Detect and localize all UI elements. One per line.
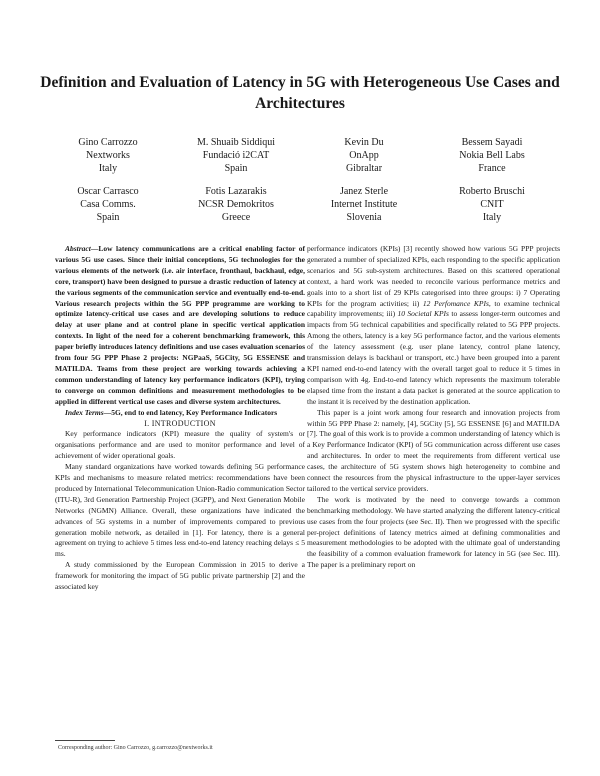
text-run: performance indicators (KPIs) [3] recently showed how various 5G PPP projects generated a number of specialized KPIs, each responding to the specific application scenarios and 5G sub-system architectures. Based on this scattered operational context, a hard work was needed to reconcile various performance metrics and goals into to a short list of 29 KPIs categorised into three groups: i) 7 Operating KPIs for the program activities; ii) bbox=[307, 244, 560, 308]
footnote-divider bbox=[55, 740, 115, 741]
left-column bbox=[55, 244, 305, 593]
author-org: Fundació i2CAT bbox=[202, 149, 270, 161]
author-org: Internet Institute bbox=[330, 199, 398, 211]
abstract-text: —Low latency communications are a critical enabling factor of various 5G use cases. Since their initial conceptions, 5G technologies for the various elements of the network (i.e. air interface, fronthaul, backhaul, edge, core, transport) have been designed to pursue a drastic reduction of latency at the various segments of the communication service and eventually end-to-end. Various research projects within the 5G PPP programme are working to optimize latency-critical use cases and are developing solutions to reduce delay at user plane and at control plane in specific vertical application contexts. In light of the need for a coherent benchmarking framework, this paper briefly introduces latency definitions and use cases evaluation scenarios from four 5G PPP Phase 2 projects: NGPaaS, 5GCity, 5G ESSENSE and MATILDA. Teams from these project are working towards achieving a common understanding of latency key performance indicators (KPI), trying to converge on common definitions and measurement methodologies to be applied in different vertical use cases and diverse system architectures. bbox=[55, 244, 305, 406]
author-row-1 bbox=[44, 137, 556, 175]
author-org: OnApp bbox=[349, 149, 379, 161]
right-column bbox=[307, 244, 560, 571]
author-lazarakis bbox=[172, 186, 300, 224]
section-heading-introduction: I. INTRODUCTION bbox=[144, 418, 216, 428]
abstract-label: Abstract bbox=[65, 244, 91, 253]
author-carrozzo bbox=[44, 137, 172, 175]
text-run: to assess longer-term outcomes and impacts from 5G technical capabilities and specifically related to 5G PPP projects. Among the others, latency is a key 5G performance factor, and the various elements of the latency assessment (e.g. user plane latency, control plane latency, transmission delays is backhaul or transport, etc.) have been grouped into a parent KPI named end-to-end latency with the overall target goal to reduce it 5 times in comparison with 4g. End-to-end latency which represents the maximum tolerable elapsed time from the instant a data packet is generated at the source application to the instant it is received by the destination application. bbox=[307, 309, 560, 406]
author-du bbox=[300, 137, 428, 175]
author-country: Italy bbox=[482, 211, 502, 223]
index-terms-label: Index Terms bbox=[65, 407, 104, 417]
emphasis-text: 12 Perfomance KPIs bbox=[422, 298, 489, 308]
body-paragraph: A study commissioned by the European Commission in 2015 to derive a framework for monitoring the impact of 5G public private partnership [2] and the associated key bbox=[55, 560, 305, 592]
author-sterle bbox=[300, 186, 428, 224]
author-bruschi bbox=[428, 186, 556, 224]
author-row-2 bbox=[44, 186, 556, 224]
author-country: Greece bbox=[221, 211, 251, 223]
author-org: NCSR Demokritos bbox=[198, 199, 274, 211]
author-name: Oscar Carrasco bbox=[77, 186, 139, 198]
author-country: Spain bbox=[224, 162, 248, 174]
body-paragraph: This paper is a joint work among four research and innovation projects from within 5G PPP Phase 2: namely, [4], 5GCity [5], 5G ESSENSE [6] and MATILDA [7]. The goal of this work is to provide a common understanding of latency which is a Key Performance Indicator (KPI) of 5G communication across different use cases and architectures. In order to meet the requirements from different vertical use cases, the architecture of 5G system shows high heterogeneity to combine and connect the resources from the physical infrastructure to the upper-layer services tailored to the vertical service providers. bbox=[307, 407, 560, 493]
author-name: Roberto Bruschi bbox=[459, 186, 525, 198]
author-name: Kevin Du bbox=[344, 137, 384, 148]
author-siddiqui bbox=[172, 137, 300, 175]
abstract bbox=[55, 244, 305, 408]
author-country: Gibraltar bbox=[345, 162, 383, 174]
body-paragraph: Many standard organizations have worked towards defining 5G performance KPIs and mechanisms to measure related metrics: recommendations have been produced by International Telecommunication Union-Radio communication Sector (ITU-R), 3rd Generation Partnership Project (3GPP), and Next Generation Mobile Networks (NGMN) Alliance. Overall, these organizations have indicated the advances of 5G systems in a number of improvements compared to previous generation mobile network, as detailed in [1]. For latency, there is a general agreement on trying to achieve 5 times less end-to-end latency reaching delays ≤ 5 ms. bbox=[55, 462, 305, 559]
author-name: Fotis Lazarakis bbox=[205, 186, 267, 198]
author-name: Gino Carrozzo bbox=[78, 137, 138, 148]
author-carrasco bbox=[44, 186, 172, 224]
author-sayadi bbox=[428, 137, 556, 175]
text-run: , to examine technical capability improvements; iii) bbox=[307, 298, 560, 319]
author-org: Nextworks bbox=[86, 149, 130, 161]
emphasis-text: 10 Societal KPIs bbox=[397, 309, 449, 319]
author-org: Nokia Bell Labs bbox=[459, 149, 525, 161]
author-name: Bessem Sayadi bbox=[461, 137, 523, 148]
author-country: Spain bbox=[96, 211, 120, 223]
author-org: CNIT bbox=[480, 199, 504, 211]
author-country: France bbox=[478, 162, 506, 174]
author-name: Janez Sterle bbox=[339, 186, 389, 198]
body-paragraph bbox=[307, 244, 560, 408]
index-terms-text: —5G, end to end latency, Key Performance Indicators bbox=[103, 407, 278, 417]
body-paragraph: The work is motivated by the need to converge towards a common benchmarking methodology. We have started analyzing the different latency-critical use cases from the four projects (see Sec. II). Then we progressed with the specific per-project definitions of latency metrics aimed at defining commonalities and measurement methodologies to be adopted with the ultimate goal of understanding the feasibility of a common evaluation framework for latency in 5G (see Sec. III). The paper is a preliminary report on bbox=[307, 494, 560, 570]
author-org: Casa Comms. bbox=[80, 199, 136, 211]
index-terms bbox=[55, 408, 305, 419]
author-name: M. Shuaib Siddiqui bbox=[196, 137, 276, 148]
author-block bbox=[44, 137, 556, 225]
author-country: Slovenia bbox=[346, 211, 382, 223]
author-country: Italy bbox=[98, 162, 118, 174]
body-paragraph: Key performance indicators (KPI) measure the quality of system's or organisations performance and are used to monitor performance and level of achievement of wider operational goals. bbox=[55, 429, 305, 461]
paper-title: Definition and Evaluation of Latency in 5G with Heterogeneous Use Cases and Architectures bbox=[40, 74, 560, 112]
footnote-corresponding-author: Corresponding author: Gino Carrozzo, g.carrozzo@nextworks.it bbox=[58, 745, 213, 751]
